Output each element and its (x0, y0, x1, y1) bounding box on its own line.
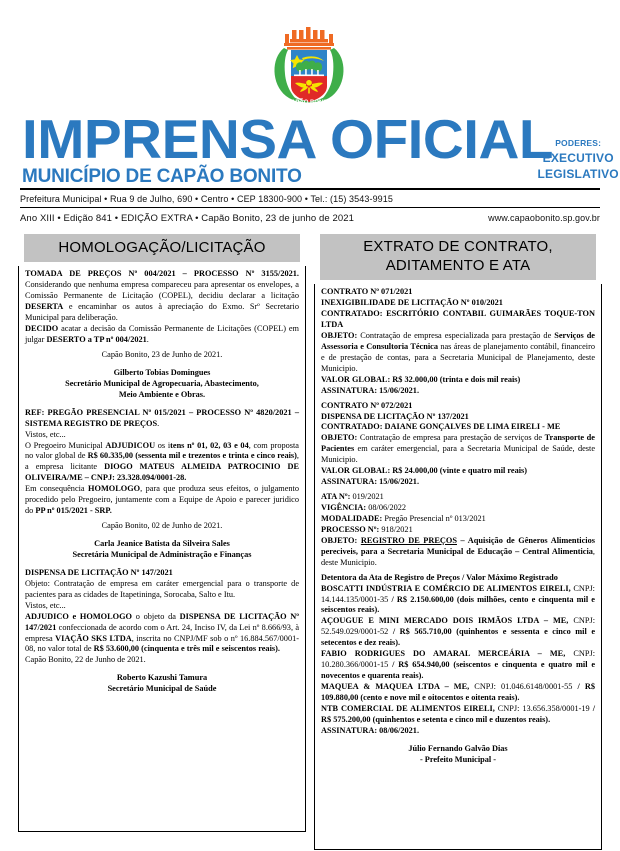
power-legislativo: LEGISLATIVO (537, 166, 619, 181)
crest-container (20, 14, 600, 110)
section-header-homologacao: HOMOLOGAÇÃO/LICITAÇÃO (24, 234, 300, 263)
edition-text: Ano XIII • Edição 841 • EDIÇÃO EXTRA • Capão Bonito, 23 de junho de 2021 (20, 212, 355, 224)
article-dispensa-147: DISPENSA DE LICITAÇÃO Nº 147/2021 Objeto: Contratação de empresa em caráter emergencial para o transporte de pacientes para as cidades de Itapetininga, Sorocaba, Salto e Itu. Vistos, etc... ADJUDICO e HOMOLOGO o objeto da DISPENSA DE LICITAÇÃO Nº 147/2021 confeccionada de acordo com o Art. 24, Inciso IV, da Lei nº 8.666/93, à empresa VIAÇÃO SKS LTDA, inscrita no CNPJ/MF sob o nº 16.884.567/0001-08, no valor total de R$ 53.600,00 (cinquenta e três mil e seiscentos reais). Capão Bonito, 22 de Junho de 2021. (25, 567, 300, 665)
article-local-data-2: Capão Bonito, 02 de Junho de 2021. (101, 521, 223, 531)
column-left-body (18, 266, 306, 832)
masthead (0, 0, 620, 188)
article-assinatura-gilberto: Gilberto Tobias Domingues Secretário Municipal de Agropecuaria, Abastecimento, Meio Ambiente e Obras. (65, 367, 259, 399)
article-assinatura-roberto: Roberto Kazushi Tamura Secretário Municipal de Saúde (107, 673, 217, 694)
column-left (18, 234, 306, 851)
page-title: IMPRENSA OFICIAL (22, 107, 553, 170)
masthead-title-block (20, 107, 553, 188)
article-contrato-071: CONTRATO Nº 071/2021 INEXIGIBILIDADE DE LICITAÇÃO Nº 010/2021 CONTRATADO: ESCRITÓRIO CONTABIL GUIMARÃES TOQUE-TON LTDA OBJETO: Contratação de empresa especializada para prestação de Serviços de Assessoria e Consultoria Técnica nas áreas de planejamento contábil, financeiro e de prestação de contas, para a Secretaria Municipal de Planejamento, deste Municipio. VALOR GLOBAL: R$ 32.000,00 (trinta e dois mil reais) ASSINATURA: 15/06/2021. (321, 287, 596, 395)
article-contrato-072: CONTRATO Nº 072/2021 DISPENSA DE LICITAÇÃO Nº 137/2021 CONTRATADO: DAIANE GONÇALVES DE LIMA EIRELI - ME OBJETO: Contratação de empresa para prestação de serviços de Transporte de Pacientes em caráter emergencial, para a Secretaria Municipal de Saúde, deste Municipio. VALOR GLOBAL: R$ 24.000,00 (vinte e quatro mil reais) ASSINATURA: 15/06/2021. (321, 400, 595, 487)
article-tomada-precos-004: TOMADA DE PREÇOS Nº 004/2021 – PROCESSO Nº 3155/2021. Considerando que nenhuma empresa compareceu para apresentar os envelopes, a Comissão Permanente de Licitação (COPEL), decidiu declarar a licitação DESERTA e encaminhar os autos à apreciação do Exmo. Srº Secretario Municipal para deliberação. DECIDO acatar a decisão da Comissão Permanente de Licitações (COPEL) em julgar DESERTO a TP nº 004/2021. (25, 269, 299, 345)
powers-label: PODERES: (555, 137, 602, 148)
crest-motto: CAPÃO BONITO (286, 100, 334, 106)
section-header-extrato: EXTRATO DE CONTRATO, ADITAMENTO E ATA (320, 234, 596, 281)
column-right (314, 234, 602, 851)
article-ata-019: ATA Nº: 019/2021 VIGÊNCIA: 08/06/2022 MODALIDADE: Pregão Presencial nº 013/2021 PROCESSO Nº: 918/2021 OBJETO: REGISTRO DE PREÇOS – Aquisição de Gêneros Alimenticios pereciveis, para a Secretaria Municipal de Educação – Central Alimenticia, deste Municipio. (321, 492, 595, 567)
article-assinatura-carla: Carla Jeanice Batista da Silveira Sales Secretária Municipal de Administração e Finanças (72, 539, 252, 559)
edition-line (20, 208, 600, 228)
masthead-title-row (20, 107, 619, 188)
article-pregao-015: REF: PREGÃO PRESENCIAL Nº 015/2021 – PROCESSO Nº 4820/2021 – SISTEMA REGISTRO DE PREÇOS. Vistos, etc... O Pregoeiro Municipal ADJUDICOU os itens nº 01, 02, 03 e 04, com proposta no valor global de R$ 60.335,00 (sessenta mil e trezentos e trinta e cinco reais), a empresa licitante DIOGO MATEUS ALMEIDA PATROCINIO DE OLIVEIRA/ME – CNPJ: 23.328.094/0001-28. Em consequência HOMOLOGO, para que produza seus efeitos, o julgamento procedido pelo Pregoeiro, juntamente com a Equipe de Apoio e parecer juridico do PP nº 015/2021 - SRP. (25, 407, 299, 516)
article-assinatura-prefeito: Júlio Fernando Galvão Dias - Prefeito Municipal - (408, 743, 508, 764)
address-line: Prefeitura Municipal • Rua 9 de Julho, 690 • Centro • CEP 18300-900 • Tel.: (15) 3543-9915 (20, 193, 393, 204)
coat-of-arms-icon (264, 14, 356, 110)
power-executivo: EXECUTIVO (542, 150, 614, 165)
content-columns (18, 234, 602, 851)
website-link[interactable]: www.capaobonito.sp.gov.br (488, 212, 600, 223)
article-detentoras: Detentora da Ata de Registro de Preços / Valor Máximo Registrado BOSCATTI INDÚSTRIA E COMÉRCIO DE ALIMENTOS EIRELI, CNPJ: 14.144.135/0001-35 / R$ 2.150.600,00 (dois milhões, cento e cinquenta mil e seiscentos reais). AÇOUGUE E MINI MERCADO DOIS IRMÃOS LTDA – ME, CNPJ: 52.549.029/0001-52 / R$ 565.710,00 (quinhentos e sessenta e cinco mil e setecentos e dez reais). FABIO RODRIGUES DO AMARAL MERCEÁRIA – ME, CNPJ: 10.280.366/0001-15 / R$ 654.940,00 (seiscentos e cinquenta e quatro mil e novecentos e quarenta reais). MAQUEA & MAQUEA LTDA – ME, CNPJ: 01.046.6148/0001-55 / R$ 109.880,00 (cento e nove mil e oitocentos e oitenta reais). NTB COMERCIAL DE ALIMENTOS EIRELI, CNPJ: 13.656.358/0001-19 / R$ 575.200,00 (quinhentos e setenta e cinco mil e duzentos reais). ASSINATURA: 08/06/2021. (321, 572, 596, 735)
page-subtitle: MUNICÍPIO DE CAPÃO BONITO (22, 166, 302, 188)
article-local-data-1: Capão Bonito, 23 de Junho de 2021. (101, 349, 223, 359)
column-right-body (314, 284, 602, 850)
